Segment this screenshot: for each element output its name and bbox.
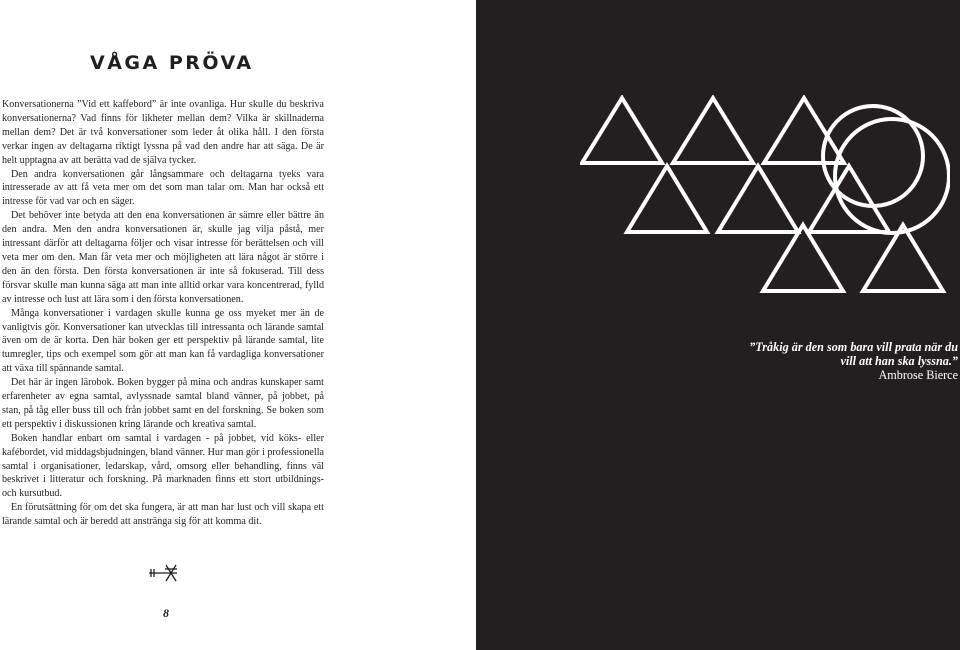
rune-arrow-ornament-icon [148, 563, 178, 583]
paragraph: Det behöver inte betyda att den ena konversationen är sämre eller bättre än den andra. Men den andra konversationen är, skulle jag vilja påstå, mer intressant därför att deltagarna följer och visar intresse för berättelsen och vill veta mer om den. Man får veta mer och möjligheten att lära något är större i den än den första. Den första konversationen är inte så fokuserad. Till dess försvar skulle man kunna säga att man inte alltid orkar vara koncentrerad, fylld av intresse och lust att lära som i den första konversationen. [2, 210, 324, 305]
paragraph: En förutsättning för om det ska fungera, är att man har lust och vill skapa ett lärande samtal och är beredd att anstränga sig för att komma dit. [2, 502, 324, 528]
paragraph: Det här är ingen lärobok. Boken bygger på mina och andras kunskaper samt erfarenheter av egna samtal, avlyssnade samtal bland vänner, på jobbet, på stan, på tåg eller buss till och från jobbet samt en del forskning. Se boken som ett perspektiv i diskussionen kring lärande och kreativa samtal. [2, 377, 324, 430]
quote-text: ”Tråkig är den som bara vill prata när du vill att han ska lyssna.” [749, 340, 958, 368]
page-number: 8 [163, 606, 169, 620]
paragraph: Boken handlar enbart om samtal i vardagen - på jobbet, vid köks- eller kafébordet, vid middagsbjudningen, bland vänner. Hur man gör i professionella samtal i organisationer, ledarskap, vård, omsorg eller behandling, finns väl beskrivet i litteratur och forskning. På marknaden finns ett stort utbildnings- och kursutbud. [2, 432, 324, 500]
left-page [0, 0, 476, 650]
body-text [2, 98, 324, 529]
paragraph: Den andra konversationen går långsammare och deltagarna tyeks vara intresserade av att få veta mer om det som man talar om. Man har också ett intresse för vad var och en säger. [2, 168, 324, 208]
page-title: VÅGA PRÖVA [90, 52, 254, 74]
triangles-and-circles-icon [580, 95, 950, 295]
paragraph: Konversationerna ”Vid ett kaffebord” är inte ovanliga. Hur skulle du beskriva konversationerna? Vad finns för likheter mellan dem? Vilka är skillnaderna mellan dem? Det är två konversationer som leder åt olika håll. I den första verkar ingen av deltagarna riktigt lyssna på vad den andre har att säga. De är helt upptagna av att berätta vad de själva tycker. [2, 99, 324, 166]
quote-block [740, 340, 958, 382]
quote-author: Ambrose Bierce [878, 368, 958, 382]
paragraph: Många konversationer i vardagen skulle kunna ge oss myeket mer än de vanligtvis gör. Konversationer kan utvecklas till intressanta och lärande samtal även om de är korta. Den här boken ger ett perspektiv på lärande samtal, lite tumregler, tips och exempel som gör att man kan få vardagliga konversationer att växa till spännande samtal. [2, 307, 324, 375]
